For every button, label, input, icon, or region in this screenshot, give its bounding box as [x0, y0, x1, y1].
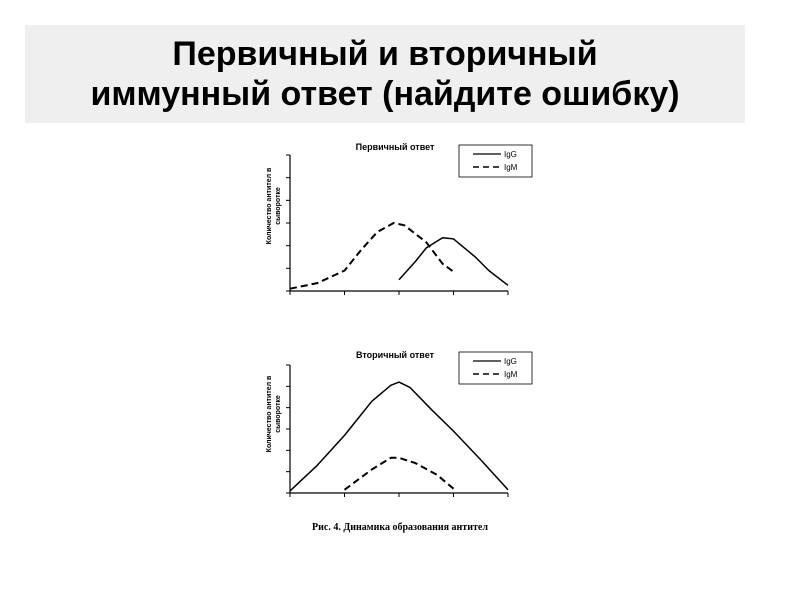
y-axis-label [266, 167, 282, 244]
legend-label-igm: IgM [504, 370, 518, 379]
slide-title-line-2: иммунный ответ (найдите ошибку) [90, 75, 680, 113]
legend-box [459, 145, 532, 177]
y-axis-label-line-1: Количество антител в [266, 167, 273, 245]
chart-title: Вторичный ответ [356, 350, 434, 360]
legend-box [459, 352, 532, 384]
legend-label-igg: IgG [504, 150, 517, 159]
figure-caption: Рис. 4. Динамика образования антител [312, 522, 488, 533]
series-line-igg [290, 382, 508, 491]
series-line-igm [345, 458, 454, 490]
series-line-igm [290, 223, 454, 289]
y-axis-label-line-2: сыворотке [275, 395, 282, 433]
legend-label-igg: IgG [504, 357, 517, 366]
y-axis-label-line-2: сыворотке [275, 187, 282, 225]
legend [459, 352, 532, 384]
chart-title: Первичный ответ [355, 142, 435, 152]
slide-title-line-1: Первичный и вторичный [172, 35, 598, 73]
chart-panel-1 [266, 142, 532, 295]
series-line-igg [399, 238, 508, 286]
legend [459, 145, 532, 177]
y-axis-label [266, 375, 282, 452]
y-axis-label-line-1: Количество антител в [266, 375, 273, 453]
legend-label-igm: IgM [504, 163, 518, 172]
chart-panel-2 [266, 350, 532, 497]
